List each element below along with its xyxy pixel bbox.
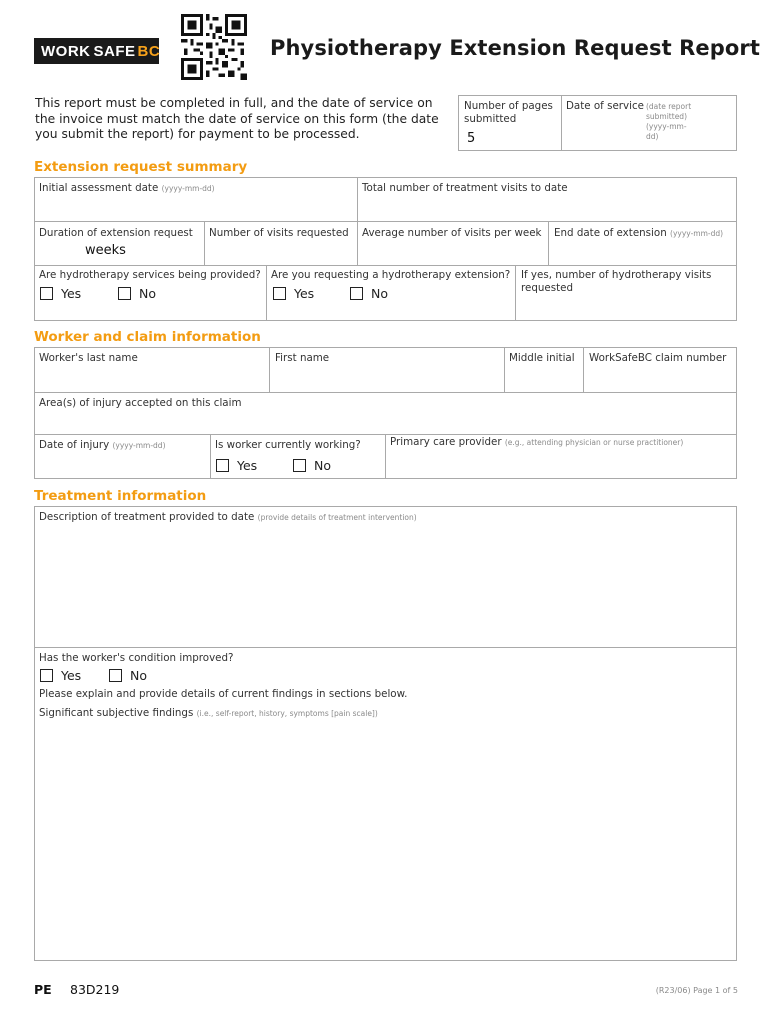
section-heading-extension: Extension request summary [34, 159, 248, 175]
divider [266, 265, 267, 321]
section-heading-worker: Worker and claim information [34, 329, 261, 345]
logo-text-work: WORK [41, 42, 91, 60]
end-date-field[interactable] [554, 227, 723, 240]
average-visits-label: Average number of visits per week [362, 227, 542, 239]
explain-instruction: Please explain and provide details of current findings in sections below. [39, 688, 408, 700]
visits-requested-field[interactable] [209, 227, 349, 240]
page-info: (R23/06) Page 1 of 5 [655, 986, 738, 995]
hydro-provided-label: Are hydrotherapy services being provided? [39, 269, 261, 281]
divider [34, 392, 737, 393]
primary-care-field[interactable] [390, 436, 683, 449]
claim-number-label: WorkSafeBC claim number [589, 352, 727, 364]
injury-date-field[interactable] [39, 439, 166, 452]
hydro-request-yes[interactable] [273, 286, 314, 301]
hydro-request-label: Are you requesting a hydrotherapy extension? [271, 269, 511, 281]
injury-area-field[interactable] [39, 397, 242, 410]
date-of-service-label-text: Date of service [566, 100, 644, 112]
hydro-provided-no[interactable] [118, 286, 156, 301]
hydro-provided-yes[interactable] [40, 286, 81, 301]
improved-yes[interactable] [40, 668, 81, 683]
divider [504, 347, 505, 393]
logo-text-safe: SAFE [93, 42, 136, 60]
divider [357, 177, 358, 222]
divider [583, 347, 584, 393]
option-label: Yes [61, 668, 82, 683]
initial-assessment-hint: (yyyy-mm-dd) [161, 184, 215, 193]
divider [385, 434, 386, 479]
option-label: Yes [237, 458, 258, 473]
working-no[interactable] [293, 458, 331, 473]
option-label: No [314, 458, 331, 473]
worksafebc-logo [34, 38, 159, 64]
duration-field[interactable] [39, 227, 193, 240]
last-name-label: Worker's last name [39, 352, 138, 364]
logo-text-bc: BC [137, 42, 161, 60]
treatment-description-field[interactable] [39, 511, 417, 524]
option-label: Yes [61, 286, 82, 301]
primary-care-label: Primary care provider [390, 436, 502, 448]
checkbox-icon[interactable] [216, 459, 229, 472]
option-label: Yes [294, 286, 315, 301]
checkbox-icon[interactable] [350, 287, 363, 300]
intro-text: This report must be completed in full, and the date of service on the invoice must match the date of service on this form (the date you submit the report) for payment to be processed. [35, 96, 439, 141]
checkbox-icon[interactable] [109, 669, 122, 682]
working-yes[interactable] [216, 458, 257, 473]
primary-care-hint: (e.g., attending physician or nurse practitioner) [504, 438, 684, 447]
treatment-description-label: Description of treatment provided to date [39, 511, 255, 523]
form-code: 83D219 [70, 982, 120, 997]
hydro-visits-label: If yes, number of hydrotherapy visits requested [521, 269, 712, 294]
improved-no[interactable] [109, 668, 147, 683]
injury-date-label: Date of injury [39, 439, 110, 451]
middle-initial-field[interactable] [509, 352, 575, 365]
divider [34, 221, 737, 222]
improved-label: Has the worker's condition improved? [39, 652, 234, 664]
section-heading-treatment: Treatment information [34, 488, 207, 504]
qr-code-icon [181, 14, 247, 80]
divider [210, 434, 211, 479]
checkbox-icon[interactable] [273, 287, 286, 300]
checkbox-icon[interactable] [118, 287, 131, 300]
form-prefix: PE [34, 982, 52, 997]
injury-area-label: Area(s) of injury accepted on this claim [39, 397, 242, 409]
working-label: Is worker currently working? [215, 439, 361, 451]
divider [34, 647, 737, 648]
visits-requested-label: Number of visits requested [209, 227, 349, 239]
option-label: No [139, 286, 156, 301]
first-name-field[interactable] [275, 352, 329, 365]
option-label: No [130, 668, 147, 683]
subjective-findings-hint: (i.e., self-report, history, symptoms [pain scale]) [196, 709, 378, 718]
last-name-field[interactable] [39, 352, 138, 365]
divider [204, 221, 205, 266]
injury-date-hint: (yyyy-mm-dd) [112, 441, 166, 450]
hydro-request-no[interactable] [350, 286, 388, 301]
divider [34, 265, 737, 266]
treatment-table [34, 506, 737, 961]
divider [357, 221, 358, 266]
total-visits-label: Total number of treatment visits to date [362, 182, 568, 194]
checkbox-icon[interactable] [40, 287, 53, 300]
checkbox-icon[interactable] [293, 459, 306, 472]
average-visits-field[interactable] [362, 227, 542, 240]
first-name-label: First name [275, 352, 330, 364]
pages-submitted-value: 5 [467, 131, 476, 146]
divider [548, 221, 549, 266]
page-title: Physiotherapy Extension Request Report [270, 36, 761, 60]
date-of-service-hint: (date report submitted) (yyyy-mm-dd) [646, 102, 692, 141]
total-visits-field[interactable] [362, 182, 568, 195]
subjective-findings-field[interactable] [39, 707, 378, 720]
initial-assessment-date-field[interactable] [39, 182, 215, 195]
middle-initial-label: Middle initial [509, 352, 575, 364]
claim-number-field[interactable] [589, 352, 726, 365]
duration-label: Duration of extension request [39, 227, 193, 239]
divider [269, 347, 270, 393]
divider [515, 265, 516, 321]
end-date-hint: (yyyy-mm-dd) [670, 229, 724, 238]
initial-assessment-label: Initial assessment date [39, 182, 159, 194]
subjective-findings-label: Significant subjective findings [39, 707, 194, 719]
end-date-label: End date of extension [554, 227, 667, 239]
hydro-visits-field[interactable] [521, 269, 731, 295]
pages-submitted-label: Number of pages submitted [464, 100, 553, 125]
treatment-description-hint: (provide details of treatment intervention) [257, 513, 417, 522]
option-label: No [371, 286, 388, 301]
checkbox-icon[interactable] [40, 669, 53, 682]
duration-unit: weeks [85, 243, 126, 258]
